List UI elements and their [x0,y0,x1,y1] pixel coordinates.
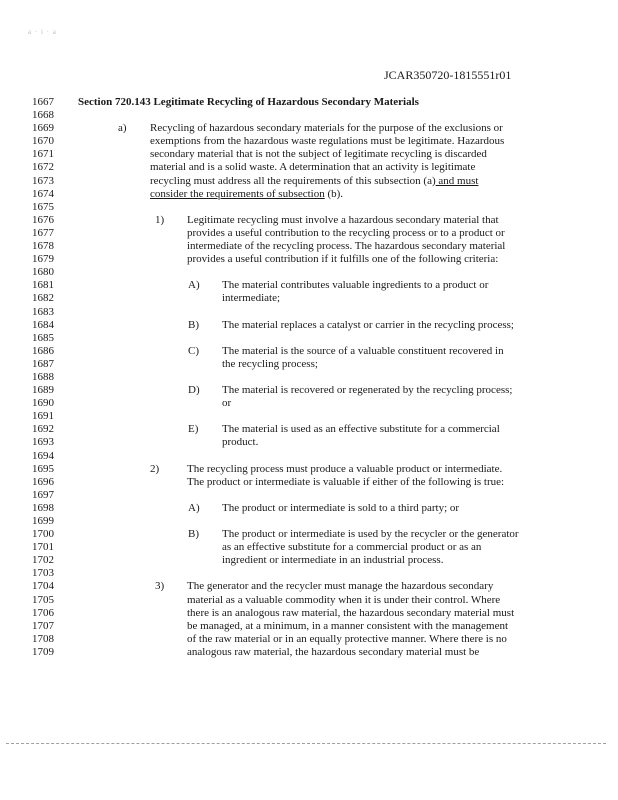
line-number: 1678 [32,240,54,253]
document-line [32,161,592,174]
line-text-segment: there is an analogous raw material, the hazardous secondary material must [187,606,515,619]
line-text [222,554,443,567]
document-line [32,109,592,122]
line-text [150,161,475,174]
line-text-segment: Section 720.143 Legitimate Recycling of Hazardous Secondary Materials [78,96,419,108]
line-text-segment: exemptions from the hazardous waste regulations must be legitimate. Hazardous [150,135,505,148]
document-line [32,502,592,515]
line-text-segment: The material is used as an effective substitute for a commercial [222,423,500,436]
line-text-segment: A) [188,279,200,292]
document-line [32,567,592,580]
document-line [32,580,592,593]
line-text-segment: E) [188,423,199,436]
list-marker [188,384,200,397]
line-number: 1684 [32,318,54,331]
document-line [32,188,592,201]
line-number: 1708 [32,632,54,645]
line-text [187,594,500,607]
list-marker [155,214,164,227]
list-marker [118,122,127,135]
line-number: 1673 [32,174,54,187]
line-text-segment: 2) [150,462,160,475]
list-marker [150,463,159,476]
document-line [32,148,592,161]
document-line [32,554,592,567]
line-number: 1680 [32,266,54,279]
line-text-segment: be managed, at a minimum, in a manner consistent with the management [187,619,509,632]
document-line [32,436,592,449]
document-line [32,96,592,109]
section-heading [78,96,419,109]
line-text-segment: intermediate; [222,292,281,305]
line-text [187,620,508,633]
line-number: 1706 [32,606,54,619]
document-line [32,463,592,476]
document-line [32,594,592,607]
document-id: JCAR350720-1815551r01 [384,68,512,82]
line-number: 1703 [32,567,54,580]
document-line [32,410,592,423]
line-text-segment: (b). [324,187,344,200]
list-marker [188,319,199,332]
line-text-segment: The generator and the recycler must manage the hazardous secondary [187,580,494,593]
line-text [187,646,479,659]
line-text-segment: ingredient or intermediate in an industrial process. [222,554,444,567]
line-text [222,279,488,292]
line-text [222,502,459,515]
line-number: 1694 [32,449,54,462]
document-line [32,371,592,384]
line-number: 1698 [32,501,54,514]
line-text [187,227,505,240]
document-line [32,358,592,371]
line-text-segment: 1) [155,213,165,226]
line-number: 1688 [32,370,54,383]
document-line [32,292,592,305]
line-text-segment: of the raw material or in an equally protective manner. Where there is no [187,632,507,645]
line-text [222,292,280,305]
line-text-segment: a) [118,122,127,135]
line-text [187,214,499,227]
document-line [32,214,592,227]
line-text-segment: The product or intermediate is sold to a third party; or [222,501,460,514]
line-text [150,135,504,148]
line-number: 1693 [32,436,54,449]
line-text-segment: Legitimate recycling must involve a hazardous secondary material that [187,213,499,226]
line-text-segment: product. [222,436,259,449]
line-number: 1696 [32,475,54,488]
line-text-segment: B) [188,318,199,331]
line-text-segment: and must [435,174,479,187]
line-text [187,580,493,593]
line-text-segment: B) [188,528,199,541]
line-text-segment: recycling must address all the requirements of this subsection (a) [150,174,436,187]
list-marker [188,528,199,541]
line-number: 1695 [32,462,54,475]
document-line [32,135,592,148]
line-text-segment: A) [188,501,200,514]
line-text-segment: The material contributes valuable ingredients to a product or [222,279,489,292]
line-number: 1691 [32,410,54,423]
line-text-segment: The material replaces a catalyst or carrier in the recycling process; [222,318,514,331]
line-text [222,423,500,436]
line-text [222,319,514,332]
line-number: 1679 [32,253,54,266]
line-number: 1670 [32,135,54,148]
line-number: 1682 [32,292,54,305]
document-line [32,528,592,541]
line-text [187,607,514,620]
document-line [32,332,592,345]
document-line [32,476,592,489]
list-marker [188,279,200,292]
line-number: 1699 [32,515,54,527]
document-line [32,122,592,135]
line-number: 1704 [32,580,54,593]
document-line [32,620,592,633]
line-text-segment: provides a useful contribution to the recycling process or to a product or [187,226,505,239]
line-number: 1683 [32,305,54,318]
line-text-segment: The product or intermediate is valuable if either of the following is true: [187,475,505,488]
list-marker [188,423,198,436]
line-text-segment: provides a useful contribution if it fulfills one of the following criteria: [187,253,499,266]
line-text [150,122,503,135]
line-text [222,358,318,371]
document-line [32,201,592,214]
line-text [222,397,231,410]
document-line [32,633,592,646]
line-text-segment: Recycling of hazardous secondary materials for the purpose of the exclusions or [150,122,503,135]
line-text [150,188,343,201]
document-line [32,279,592,292]
line-number: 1685 [32,331,54,344]
line-text [150,148,487,161]
document-line [32,345,592,358]
document-line [32,607,592,620]
line-text [150,175,478,188]
document-line [32,240,592,253]
line-number: 1672 [32,161,54,174]
line-text [187,240,505,253]
line-number: 1668 [32,109,54,122]
line-number: 1676 [32,213,54,226]
line-number: 1690 [32,397,54,410]
line-number: 1677 [32,226,54,239]
document-line [32,175,592,188]
line-text [222,528,519,541]
line-number: 1701 [32,541,54,554]
page-bottom-rule [6,743,606,744]
line-text-segment: as an effective substitute for a commercial product or as an [222,541,482,554]
document-body [32,96,592,659]
line-number: 1709 [32,645,54,658]
document-line [32,397,592,410]
line-number: 1669 [32,122,54,135]
line-text [187,633,507,646]
scan-artifact: a · i · a [28,28,57,36]
line-text-segment: intermediate of the recycling process. The hazardous secondary material [187,240,506,253]
list-marker [155,580,164,593]
document-line [32,450,592,463]
document-line [32,489,592,502]
line-text-segment: The material is recovered or regenerated by the recycling process; [222,384,513,397]
document-line [32,423,592,436]
line-number: 1697 [32,488,54,501]
line-text-segment: secondary material that is not the subject of legitimate recycling is discarded [150,148,487,161]
line-text-segment: C) [188,344,199,357]
document-line [32,515,592,528]
line-text-segment: 3) [155,580,165,593]
document-line [32,384,592,397]
line-number: 1702 [32,554,54,567]
line-text-segment: The recycling process must produce a valuable product or intermediate. [187,462,503,475]
list-marker [188,345,199,358]
line-text [222,541,481,554]
line-text [222,345,504,358]
line-text [222,436,258,449]
document-line [32,306,592,319]
line-text [187,476,504,489]
line-number: 1667 [32,96,54,108]
line-text-segment: The product or intermediate is used by the recycler or the generator [222,528,519,541]
line-text-segment: analogous raw material, the hazardous secondary material must be [187,645,480,658]
line-text [187,253,498,266]
line-number: 1705 [32,593,54,606]
line-number: 1687 [32,357,54,370]
line-text-segment: material as a valuable commodity when it is under their control. Where [187,593,501,606]
line-number: 1686 [32,344,54,357]
line-number: 1671 [32,148,54,161]
document-line [32,253,592,266]
line-number: 1674 [32,187,54,200]
document-line [32,319,592,332]
document-line [32,646,592,659]
line-number: 1681 [32,279,54,292]
line-text-segment: The material is the source of a valuable constituent recovered in [222,344,504,357]
line-number: 1692 [32,423,54,436]
document-line [32,266,592,279]
line-text-segment: D) [188,384,200,397]
document-line [32,541,592,554]
list-marker [188,502,200,515]
line-text-segment: consider the requirements of subsection [150,187,325,200]
line-number: 1707 [32,619,54,632]
line-text-segment: or [222,397,232,410]
line-text-segment: the recycling process; [222,357,318,370]
line-number: 1689 [32,384,54,397]
line-number: 1700 [32,528,54,541]
line-text-segment: material and is a solid waste. A determination that an activity is legitimate [150,161,476,174]
line-number: 1675 [32,200,54,213]
document-line [32,227,592,240]
line-text [222,384,512,397]
line-text [187,463,502,476]
